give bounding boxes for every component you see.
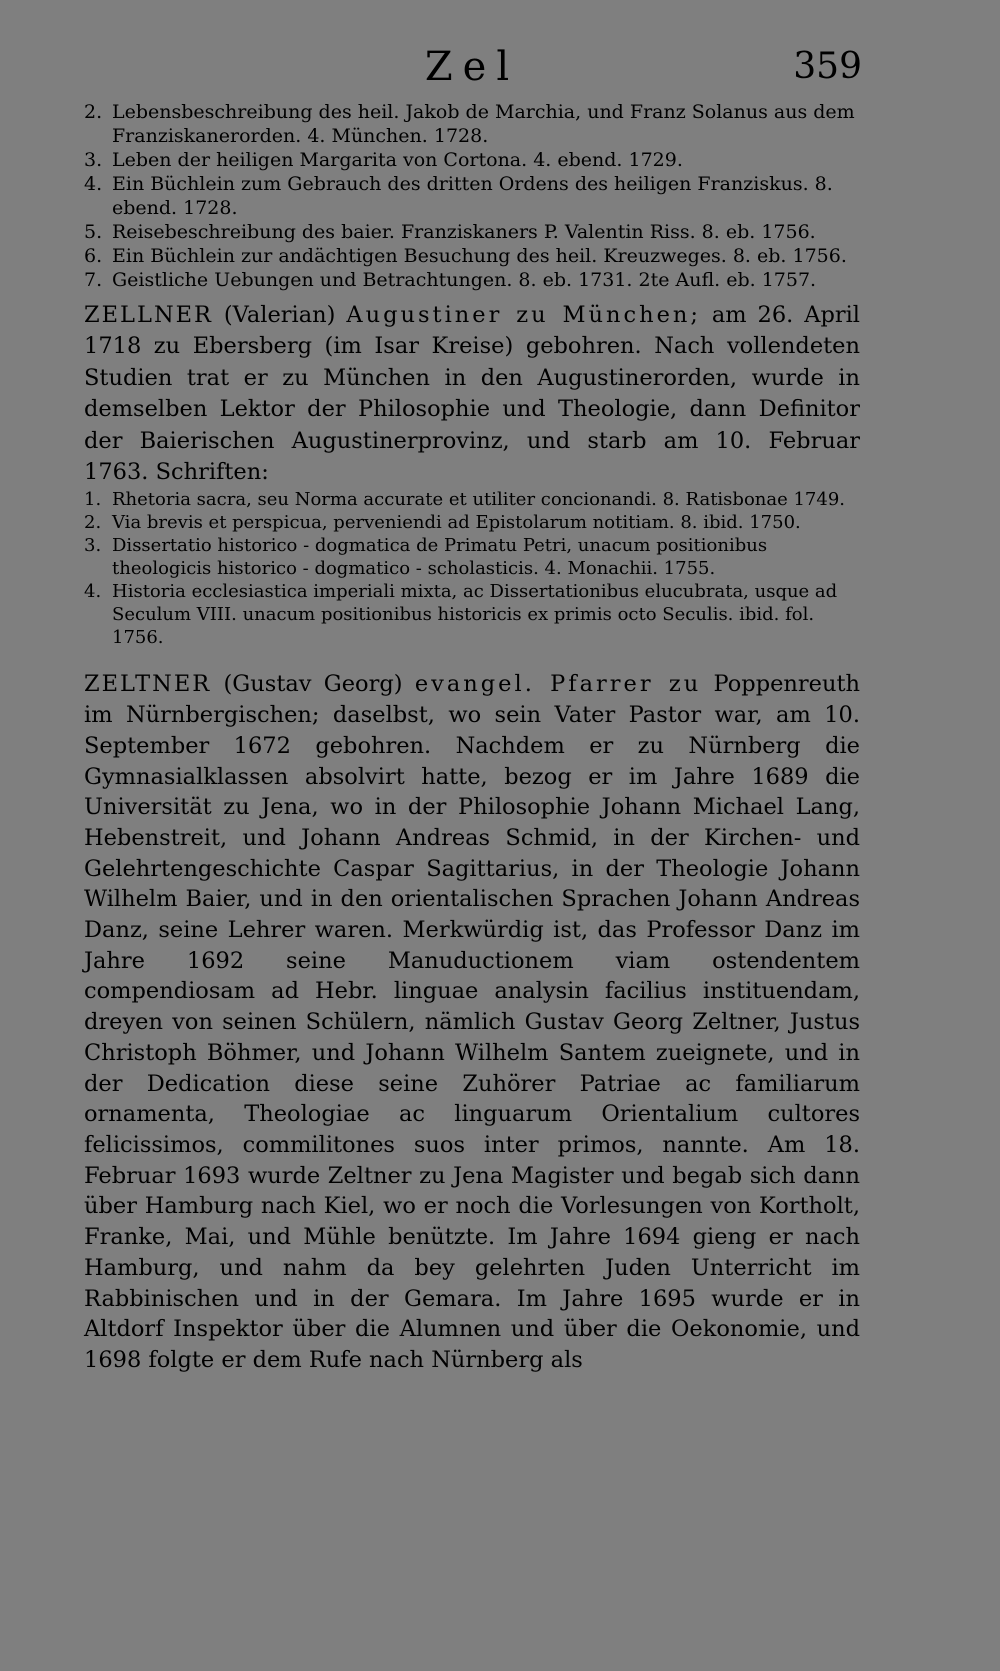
list-item [84,268,860,292]
list-item-text: Via brevis et perspicua, perveniendi ad Epistolarum notitiam. 8. ibid. 1750. [112,512,801,534]
entry-forename: (Valerian) [223,302,336,328]
list-item-text: Reisebeschreibung des baier. Franziskaners P. Valentin Riss. 8. eb. 1756. [112,221,816,243]
list-item-number: 2. [84,101,103,123]
list-item-text: Geistliche Uebungen und Betrachtungen. 8. eb. 1731. 2te Aufl. eb. 1757. [112,269,817,291]
list-item-number: 4. [84,581,102,603]
list-item-text: Ein Büchlein zum Gebrauch des dritten Ordens des heiligen Franziskus. 8. ebend. 1728. [112,173,833,219]
entry-body: Poppenreuth im Nürnbergischen; daselbst, wo sein Vater Pastor war, am 10. September 1672 gebohren. Nachdem er zu Nürnberg die Gymnasialklassen absolvirt hatte, bezog er im Jahre 1689 die Universität zu Jena, wo in der Philosophie Johann Michael Lang, Hebenstreit, und Johann Andreas Schmid, in der Kirchen- und Gelehrtengeschichte Caspar Sagittarius, in der Theologie Johann Wilhelm Baier, und in den orientalischen Sprachen Johann Andreas Danz, seine Lehrer waren. Merkwürdig ist, das Professor Danz im Jahre 1692 seine Manuductionem viam ostendentem compendiosam ad Hebr. linguae analysin facilius instituendam, dreyen von seinen Schülern, nämlich Gustav Georg Zeltner, Justus Christoph Böhmer, und Johann Wilhelm Santem zueignete, und in der Dedication diese seine Zuhörer Patriae ac familiarum ornamenta, Theologiae ac linguarum Orientalium cultores felicissimos, commilitones suos inter primos, nannte. Am 18. Februar 1693 wurde Zeltner zu Jena Magister und begab sich dann über Hamburg nach Kiel, wo er noch die Vorlesungen von Kortholt, Franke, Mai, und Mühle benützte. Im Jahre 1694 gieng er nach Hamburg, und nahm da bey gelehrten Juden Unterricht im Rabbinischen und in der Gemara. Im Jahre 1695 wurde er in Altdorf Inspektor über die Alumnen und über die Oekonomie, und 1698 folgte er dem Rufe nach Nürnberg als [84,671,861,1373]
list-item-number: 1. [84,489,102,511]
entry-forename: (Gustav Georg) [223,671,403,698]
entry-headword: ZELTNER [84,671,212,698]
zellner-works-list [84,488,860,649]
page-header [84,38,860,100]
entry-body: am 26. April 1718 zu Ebersberg (im Isar Kreise) gebohren. Nach vollendeten Studien trat er zu München in den Augustinerorden, wurde in demselben Lektor der Philosophie und Theologie, dann Definitor der Baierischen Augustinerprovinz, und starb am 10. Februar 1763. Schriften: [84,302,861,486]
list-item-text: Ein Büchlein zur andächtigen Besuchung des heil. Kreuzweges. 8. eb. 1756. [112,245,847,267]
list-item [84,488,860,511]
entry-zellner [84,300,860,488]
entry-intro: Augustiner zu München; [346,302,701,328]
list-item [84,244,860,268]
entry-headword: ZELLNER [84,302,213,328]
list-item-number: 5. [84,221,103,243]
list-item-text: Historia ecclesiastica imperiali mixta, ac Dissertationibus elucubrata, usque ad Seculum VIII. unacum positionibus historicis ex primis octo Seculis. ibid. fol. 1756. [112,581,838,649]
list-item [84,172,860,220]
entry-zeltner [84,669,860,1375]
list-item-number: 4. [84,173,103,195]
list-item-number: 6. [84,245,103,267]
list-item-text: Lebensbeschreibung des heil. Jakob de Marchia, und Franz Solanus aus dem Franziskanerorden. 4. München. 1728. [112,101,855,147]
list-item [84,148,860,172]
entry-intro: evangel. Pfarrer zu [414,671,702,698]
list-item-number: 2. [84,512,102,534]
list-item-text: Leben der heiligen Margarita von Cortona. 4. ebend. 1729. [112,149,683,171]
list-item [84,534,860,580]
list-item-text: Dissertatio historico - dogmatica de Primatu Petri, unacum positionibus theologicis historico - dogmatico - scholasticis. 4. Monachii. 1755. [112,535,768,580]
list-item-number: 7. [84,269,103,291]
list-item [84,511,860,534]
list-item [84,100,860,148]
list-item-text: Rhetoria sacra, seu Norma accurate et utiliter concionandi. 8. Ratisbonae 1749. [112,489,846,511]
list-item [84,220,860,244]
list-item-number: 3. [84,535,102,557]
prior-works-list [84,100,860,292]
running-head: Zel [424,44,520,90]
list-item-number: 3. [84,149,103,171]
page-number: 359 [793,46,862,87]
list-item [84,580,860,649]
